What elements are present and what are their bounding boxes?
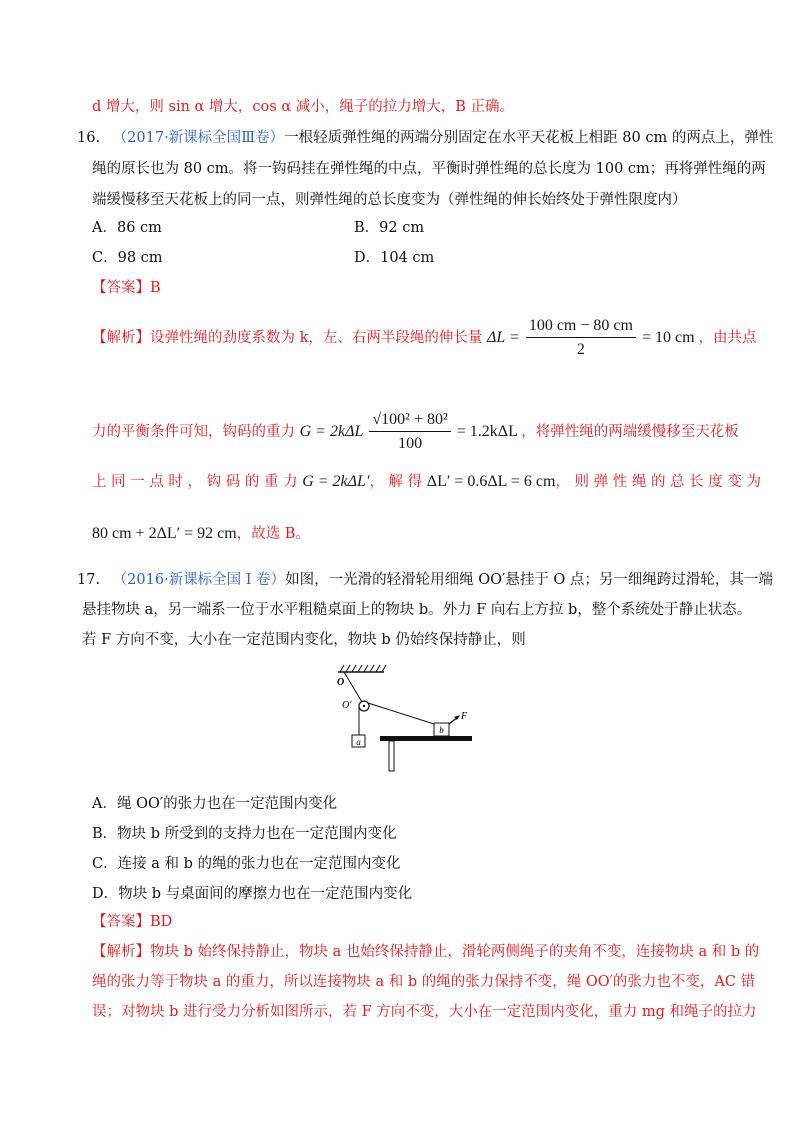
equation-gravity: G = 2kΔL $\frac{\text{√100² + 80²}}{100}$ = 1.2kΔL [299, 411, 518, 453]
q17-analysis-line3: 误；对物块 b 进行受力分析如图所示，若 F 方向不变，大小在一定范围内变化，重力 mg 和绳子的拉力 [92, 1004, 757, 1020]
q16-source: （2017·新课标全国Ⅲ卷） [112, 130, 285, 146]
q16-analysis-line1: 【解析】设弹性绳的劲度系数为 k，左、右两半段绳的伸长量 ΔL = $\frac{100 cm - 80 cm}{2}$ = 10 cm ，由共点 [92, 317, 757, 359]
q16-analysis-line4: 80 cm + 2ΔL′ = 92 cm，故选 B。 [92, 525, 310, 542]
q17-number: 17. [77, 572, 101, 588]
q17-option-d[interactable]: D．物块 b 与桌面间的摩擦力也在一定范围内变化 [92, 886, 413, 902]
q16-stem-line1 [77, 128, 773, 148]
q16-analysis-line3: 上 同 一 点 时 ， 钩 码 的 重 力 G = 2kΔL′， 解 得 ΔL′ = 0.6ΔL = 6 cm， 则 弹 性 绳 的 总 长 度 变 为 [92, 473, 761, 490]
q17-stem-line3: 若 F 方向不变，大小在一定范围内变化，物块 b 仍始终保持静止，则 [82, 632, 526, 648]
equation-delta-l: ΔL = $\frac{100 cm - 80 cm}{2}$ = 10 cm [487, 317, 695, 359]
label-o-prime: O′ [342, 700, 352, 711]
prev-analysis-tail: d 增大，则 sin α 增大，cos α 减小，绳子的拉力增大，B 正确。 [92, 99, 514, 115]
ceiling-hatch [340, 665, 386, 672]
equation-total-length: 80 cm + 2ΔL′ = 92 cm [92, 525, 237, 542]
q17-option-b[interactable]: B．物块 b 所受到的支持力也在一定范围内变化 [92, 826, 397, 842]
q16-answer [92, 278, 161, 298]
q17-option-c[interactable]: C．连接 a 和 b 的绳的张力也在一定范围内变化 [92, 856, 401, 872]
q17-analysis-line1: 【解析】物块 b 始终保持静止，物块 a 也始终保持静止，滑轮两侧绳子的夹角不变，连接物块 a 和 b 的 [92, 944, 760, 960]
answer-label: 【答案】 [92, 280, 150, 296]
q17-analysis-line2: 绳的张力等于物块 a 的重力，所以连接物块 a 和 b 的绳的张力保持不变，绳 OO′的张力也不变，AC 错 [92, 974, 756, 990]
pulley-diagram [336, 664, 476, 776]
q16-option-a[interactable]: A．86 cm [92, 220, 162, 236]
label-a: a [356, 737, 361, 747]
equation-delta-l-prime: ΔL′ = 0.6ΔL = 6 cm [426, 473, 556, 490]
analysis-label: 【解析】 [92, 330, 150, 346]
q16-option-b[interactable]: B．92 cm [354, 220, 425, 236]
equation-gravity-2: G = 2kΔL′ [302, 473, 370, 490]
q16-stem-line2: 绳的原长也为 80 cm。将一钩码挂在弹性绳的中点，平衡时弹性绳的总长度为 100 cm；再将弹性绳的两 [92, 161, 766, 177]
q16-option-c[interactable]: C．98 cm [92, 250, 163, 266]
q16-number: 16. [77, 130, 101, 146]
analysis-label: 【解析】 [92, 944, 150, 960]
table-top [380, 736, 472, 741]
q16-analysis-line2: 力的平衡条件可知，钩码的重力 G = 2kΔL $\frac{\text{√100² + 80²}}{100}$ = 1.2kΔL ，将弹性绳的两端缓慢移至天花板 [92, 411, 739, 453]
q16-option-d[interactable]: D．104 cm [354, 250, 435, 266]
table-leg [389, 741, 394, 771]
label-o: O [337, 677, 345, 688]
label-f: F [461, 711, 468, 722]
q17-source: （2016·新课标全国 I 卷） [112, 572, 286, 588]
answer-label: 【答案】 [92, 914, 150, 930]
label-b: b [439, 725, 444, 735]
q17-stem-line1 [77, 570, 773, 590]
q17-answer [92, 912, 172, 932]
rope-oo-prime [344, 672, 362, 702]
q17-stem-line2: 悬挂物块 a，另一端系一位于水平粗糙桌面上的物块 b。外力 F 向右上方拉 b，整个系统处于静止状态。 [82, 602, 752, 618]
answer-value: BD [150, 914, 173, 930]
q16-stem-text: 一根轻质弹性绳的两端分别固定在水平天花板上相距 80 cm 的两点上，弹性 [284, 130, 774, 146]
q17-option-a[interactable]: A．绳 OO′的张力也在一定范围内变化 [92, 796, 338, 812]
answer-value: B [150, 280, 161, 296]
q17-stem-text: 如图，一光滑的轻滑轮用细绳 OO′悬挂于 O 点；另一细绳跨过滑轮，其一端 [285, 572, 773, 588]
rope-to-b [368, 703, 434, 724]
q16-stem-line3: 端缓慢移至天花板上的同一点，则弹性绳的总长度变为（弹性绳的伸长始终处于弹性限度内） [92, 192, 687, 208]
